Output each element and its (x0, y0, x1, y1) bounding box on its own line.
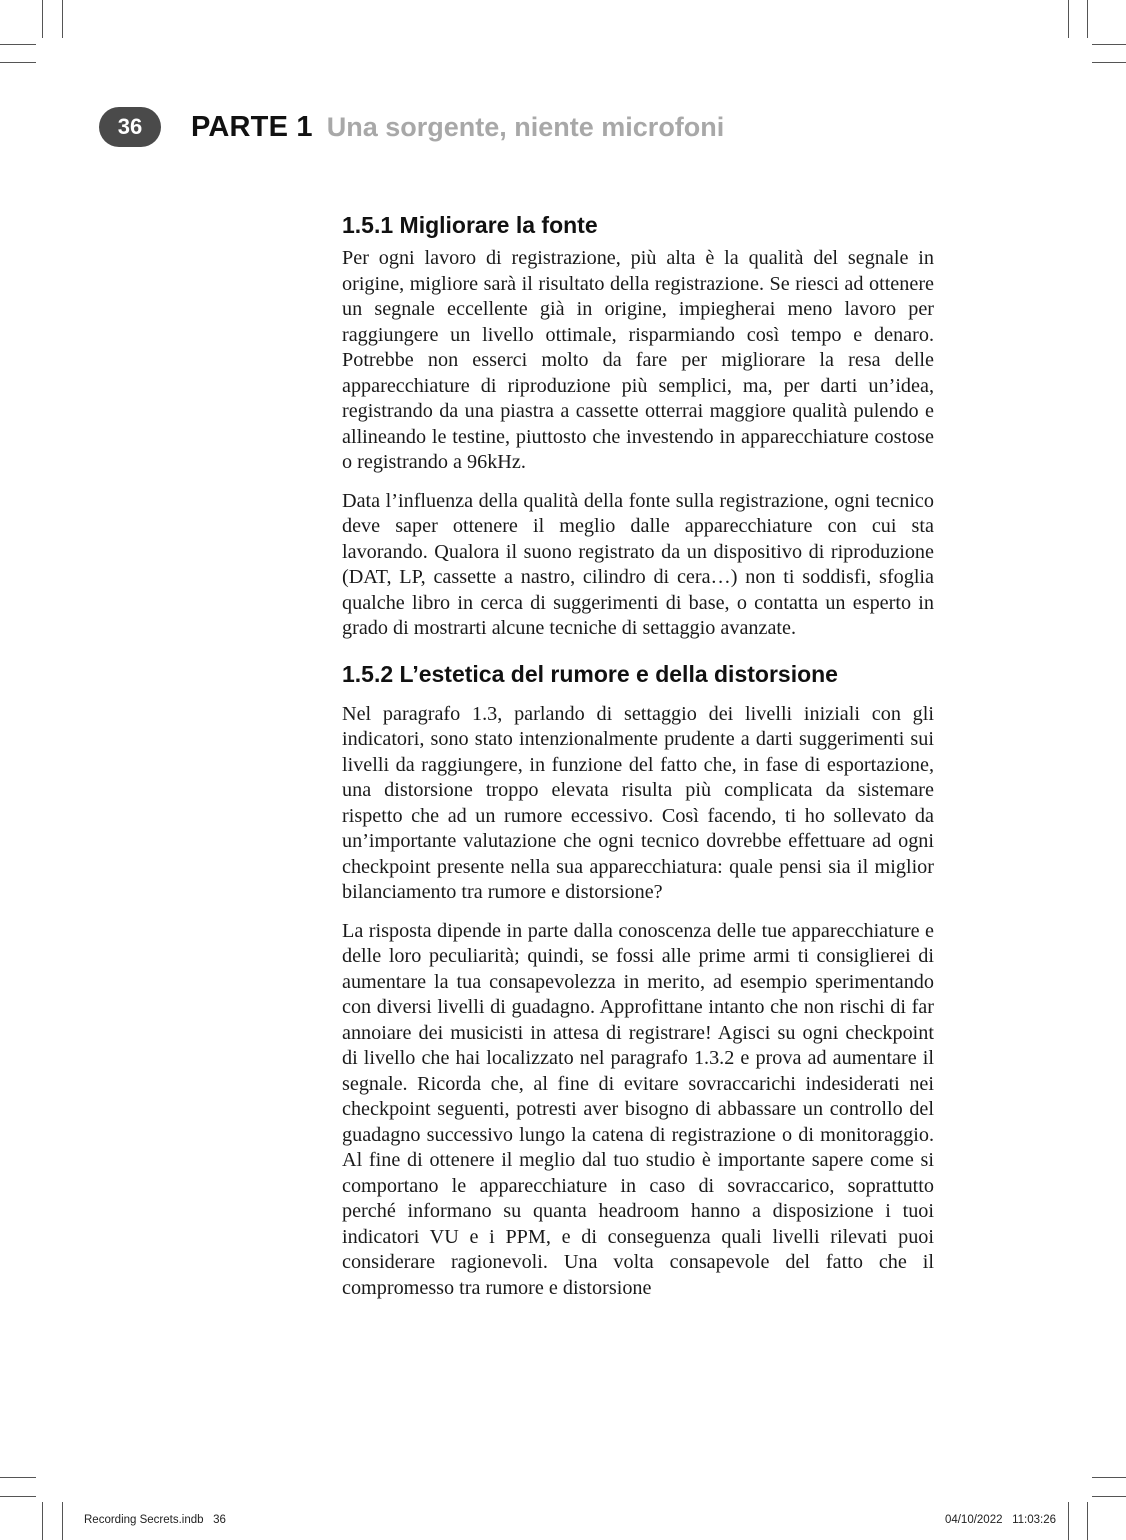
crop-mark (1092, 1496, 1126, 1497)
crop-mark (1092, 44, 1126, 45)
body-paragraph: La risposta dipende in parte dalla conoscenza delle tue apparecchiature e delle loro peculiarità; quindi, se fossi alle prime armi ti consiglierei di aumentare la tua consapevolezza in merito, ad esempio sperimentando con diversi livelli di guadagno. Approfittane intanto che non rischi di far annoiare dei musicisti in attesa di registrare! Agisci su ogni checkpoint di livello che hai localizzato nel paragrafo 1.3.2 e prova ad aumentare il segnale. Ricorda che, al fine di evitare sovraccarichi indesiderati nei checkpoint seguenti, potresti aver bisogno di abbassare un controllo del guadagno successivo lungo la catena di registrazione o di monitoraggio. Al fine di ottenere il meglio dal tuo studio è importante sapere come si comportano le apparecchiature in caso di sovraccarico, soprattutto perché informano su quanta headroom hanno a disposizione i tuoi indicatori VU e i PPM, e di conseguenza quali livelli rilevati puoi considerare ragionevoli. Una volta consapevole del fatto che il compromesso tra rumore e distorsione (342, 919, 934, 1299)
print-timestamp: 04/10/2022 11:03:26 (944, 1514, 1056, 1526)
body-paragraph: Per ogni lavoro di registrazione, più alta è la qualità del segnale in origine, migliore sarà il risultato della registrazione. Se riesci ad ottenere un segnale eccellente già in origine, impiegherai meno lavoro per raggiungere un livello ottimale, risparmiando così tempo e denaro. Potrebbe non esserci molto da fare per migliorare la resa delle apparecchiature di riproduzione più semplici, ma, per darti un’idea, registrando da una piastra a cassette otterrai maggiore qualità pulendo e allineando le testine, piuttosto che investendo in apparecchiature costose o registrando a 96kHz. (342, 247, 934, 473)
section-heading: 1.5.2 L’estetica del rumore e della distorsione (342, 660, 838, 687)
section-heading: 1.5.1 Migliorare la fonte (342, 212, 598, 238)
page-body (342, 206, 934, 1301)
crop-mark (42, 0, 43, 38)
crop-mark (1092, 62, 1126, 63)
crop-mark (1092, 1477, 1126, 1478)
body-paragraph: Nel paragrafo 1.3, parlando di settaggio dei livelli iniziali con gli indicatori, sono stato intenzionalmente prudente a darti suggerimenti sui livelli da raggiungere, in funzione del fatto che, in fase di esportazione, una distorsione troppo elevata risulta più complicata da sistemare rispetto che ad un rumore eccessivo. Così facendo, ti ho sollevato da un’importante valutazione che ogni tecnico dovrebbe effettuare ad ogni checkpoint presente nella sua apparecchiatura: quale pensi sia il miglior bilanciamento tra rumore e distorsione? (342, 702, 934, 903)
crop-mark (1068, 0, 1069, 38)
crop-mark (0, 1496, 36, 1497)
crop-mark (62, 1502, 63, 1540)
crop-mark (1068, 1502, 1069, 1540)
crop-mark (1087, 0, 1088, 38)
crop-mark (62, 0, 63, 38)
crop-mark (1087, 1502, 1088, 1540)
print-file-label: Recording Secrets.indb 36 (84, 1514, 226, 1526)
part-subtitle: Una sorgente, niente microfoni (326, 111, 725, 142)
part-label: PARTE 1 (191, 110, 313, 143)
crop-mark (0, 1477, 36, 1478)
crop-mark (0, 62, 36, 63)
page-number-badge: 36 (99, 107, 161, 147)
body-paragraph: Data l’influenza della qualità della fonte sulla registrazione, ogni tecnico deve saper ottenere il meglio dalle apparecchiature con cui sta lavorando. Qualora il suono registrato da un dispositivo di riproduzione (DAT, LP, cassette a nastro, cilindro di cera…) non ti soddisfi, sfoglia qualche libro in cerca di suggerimenti di base, o contatta un esperto in grado di mostrarti alcune tecniche di settaggio avanzate. (342, 489, 934, 639)
crop-mark (0, 44, 36, 45)
running-header (99, 106, 724, 148)
crop-mark (42, 1502, 43, 1540)
